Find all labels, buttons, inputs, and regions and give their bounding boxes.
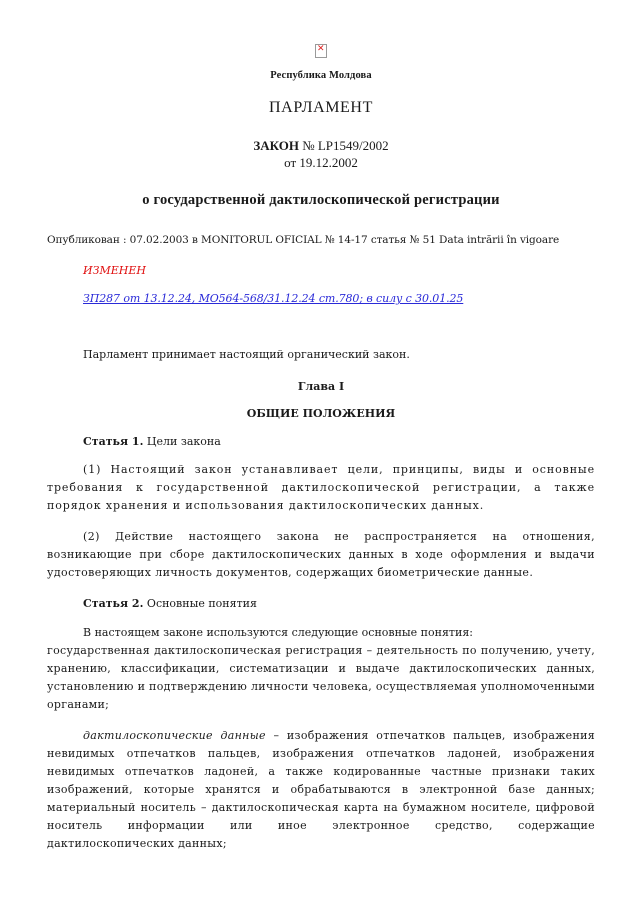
- emblem-container: [47, 44, 595, 63]
- parliament-heading: ПАРЛАМЕНТ: [269, 99, 373, 116]
- article-1-title: Цели закона: [146, 435, 221, 448]
- law-document: [47, 44, 595, 853]
- article-2-heading: [47, 597, 595, 610]
- article-1-paragraph-2: (2) Действие настоящего закона не распространяется на отношения, возникающие при сборе дактилоскопических данных в ходе оформления и выдачи удостоверяющих личность документов, содержащих биометрические данные.: [47, 530, 595, 579]
- law-date: от 19.12.2002: [284, 155, 358, 170]
- law-number: № LP1549/2002: [302, 138, 389, 153]
- definition-text: – изображения отпечатков пальцев, изображения невидимых отпечатков пальцев, изображения отпечатков ладоней, изображения невидимых отпечатков ладоней, а также кодированные частные признаки таких изображений, которые хранятся и обрабатываются в электронной базе данных; материальный носитель – дактилоскопическая карта на бумажном носителе, цифровой носитель информации или иное электронное средство, содержащие дактилоскопических данных;: [47, 729, 595, 850]
- publication-info: Опубликован : 07.02.2003 в MONITORUL OFICIAL № 14-17 статья № 51 Data intrării în vigoare: [47, 234, 560, 246]
- article-1-heading: [47, 435, 595, 448]
- definition-fingerprint-data: [47, 727, 595, 853]
- law-number-block: [47, 137, 595, 171]
- article-1-paragraph-1: (1) Настоящий закон устанавливает цели, принципы, виды и основные требования к государственной дактилоскопической регистрации, а также порядок хранения и использования дактилоскопических данных.: [47, 463, 595, 512]
- broken-image-icon: [315, 44, 327, 58]
- article-2-title: Основные понятия: [146, 597, 257, 610]
- article-1-label: Статья 1.: [83, 435, 144, 448]
- chapter-title: ОБЩИЕ ПОЛОЖЕНИЯ: [246, 407, 396, 420]
- definition-registration: государственная дактилоскопическая регистрация – деятельность по получению, учету, хранению, классификации, систематизации и выдаче дактилоскопических данных, установлению и подтверждению личности человека, осуществляемая уполномоченными органами;: [47, 644, 595, 711]
- preamble: Парламент принимает настоящий органический закон.: [83, 348, 410, 361]
- law-title: о государственной дактилоскопической регистрации: [142, 192, 500, 208]
- amendment-block: [83, 264, 595, 306]
- definition-term: дактилоскопические данные: [83, 729, 266, 742]
- law-label: ЗАКОН: [253, 138, 299, 153]
- amended-status: ИЗМЕНЕН: [83, 264, 146, 277]
- article-2-intro: В настоящем законе используются следующие основные понятия:: [83, 626, 473, 639]
- republic-heading: Республика Молдова: [270, 70, 372, 81]
- amendment-link[interactable]: ЗП287 от 13.12.24, MO564-568/31.12.24 ст.780; в силу с 30.01.25: [83, 292, 464, 305]
- chapter-number: Глава I: [297, 380, 345, 393]
- article-2-label: Статья 2.: [83, 597, 144, 610]
